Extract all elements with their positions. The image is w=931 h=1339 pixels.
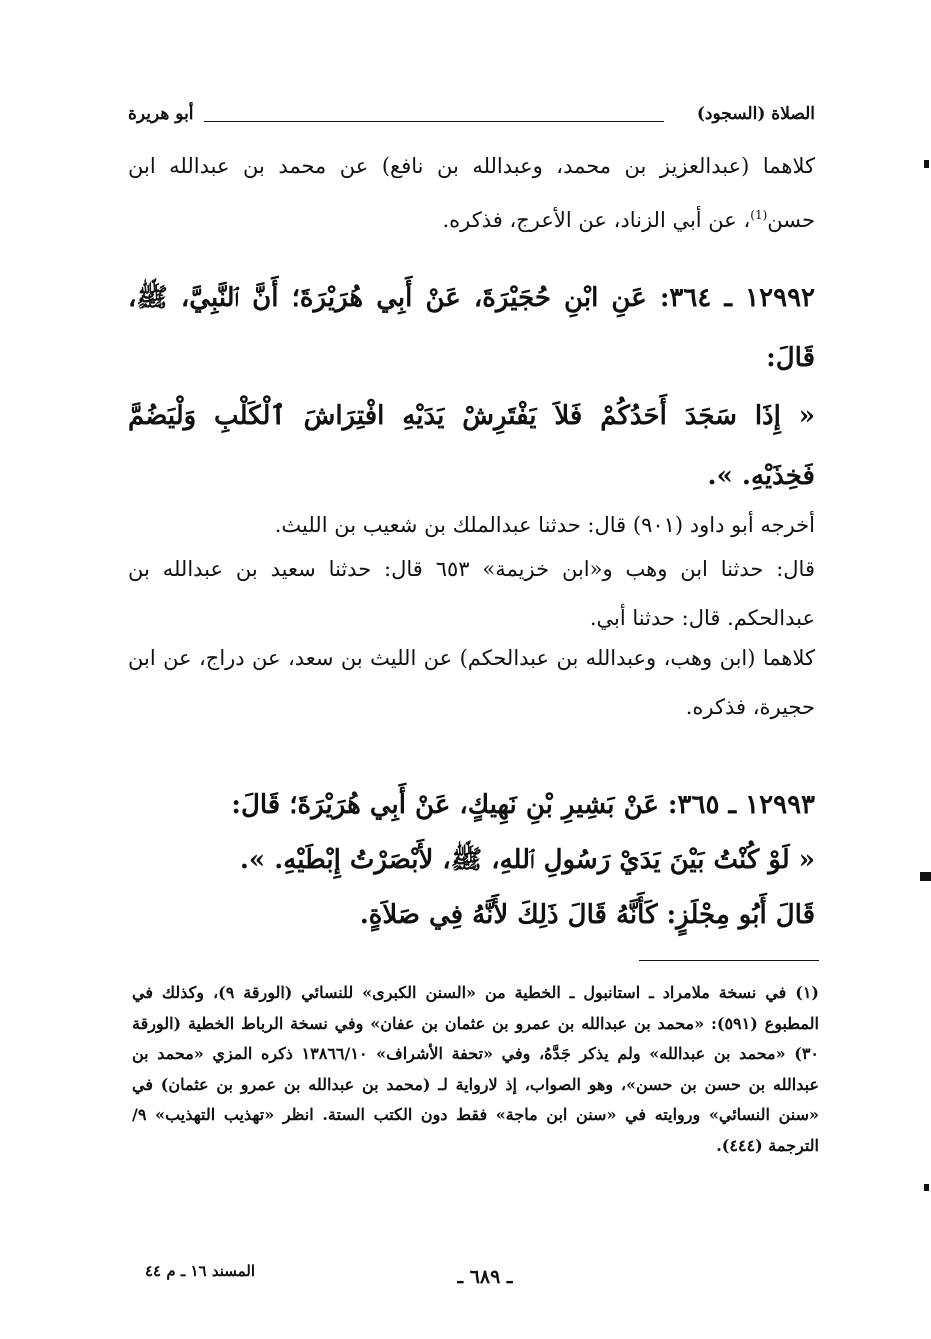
margin-mark	[924, 160, 929, 168]
footnote-1: (١) في نسخة ملامراد ـ استانبول ـ الخطية من «السنن الكبرى» للنسائي (الورقة ٩)، وكذلك في المطبوع (٥٩١): «محمد بن عبدالله بن عمرو بن عثمان بن عفان» وفي نسخة الرباط الخطية (الورقة ٣٠) «محمد بن عبدالله» ولم يذكر جَدَّهُ، وفي «تحفة الأشراف» ١٣٨٦٦/١٠ ذكره المزي «محمد بن عبدالله بن حسن بن حسن»، وهو الصواب، إذ لارواية لـ (محمد بن عبدالله بن عمرو بن عثمان) في «سنن النسائي» وروايته في «سنن ابن ماجة» فقط دون الكتب الستة. انظر «تهذيب التهذيب» ٩/الترجمة (٤٤٤).	[132, 983, 820, 1155]
signature-mark: المسند ١٦ ـ م ٤٤	[145, 1262, 256, 1280]
margin-mark	[924, 1184, 929, 1191]
hadith-12993-heading: ١٢٩٩٣ ـ ٣٦٥: عَنْ بَشِيرِ بْنِ نَهِيكٍ، عَنْ أَبِي هُرَيْرَةَ؛ قَالَ:	[231, 790, 815, 820]
footnote-rule	[639, 960, 819, 961]
running-header-narrator: أبو هريرة	[128, 104, 194, 124]
hadith-12992-text: « إِذَا سَجَدَ أَحَدُكُمْ فَلاَ يَفْتَرِشْ يَدَيْهِ افْتِرَاشَ ٱلْكَلْبِ وَلْيَضُمَّ فَخِذَيْهِ. ».	[128, 401, 815, 491]
footnote-ref: (1)	[750, 208, 768, 222]
hadith-12993-text: « لَوْ كُنْتُ بَيْنَ يَدَيْ رَسُولِ ٱللهِ، ﷺ، لأَبْصَرْتُ إِبْطَيْهِ. ».	[239, 845, 815, 875]
paragraph-text: كلاهما (عبدالعزيز بن محمد، وعبدالله بن نافع) عن محمد بن عبدالله ابن حسن	[128, 154, 815, 232]
margin-mark	[920, 872, 931, 881]
hadith-12992-heading: ١٢٩٩٢ ـ ٣٦٤: عَنِ ابْنِ حُجَيْرَةَ، عَنْ أَبِي هُرَيْرَةَ؛ أَنَّ ٱلنَّبِيَّ، ﷺ، قَالَ:	[128, 283, 815, 373]
paragraph-text: ، عن أبي الزناد، عن الأعرج، فذكره.	[442, 208, 751, 232]
paragraph-chain-2: قال: حدثنا ابن وهب و«ابن خزيمة» ٦٥٣ قال: حدثنا سعيد بن عبدالله بن عبدالحكم. قال: حدثنا أبي.	[128, 557, 815, 630]
hadith-12993-tail: قَالَ أَبُو مِجْلَزٍ: كَأَنَّهُ قَالَ ذَلِكَ لأَنَّهُ فِي صَلاَةٍ.	[359, 900, 815, 930]
page-number: ـ ٦٨٩ ـ	[457, 1266, 513, 1288]
paragraph-chain-1	[128, 142, 815, 245]
paragraph-takhrij: أخرجه أبو داود (٩٠١) قال: حدثنا عبدالملك بن شعيب بن الليث.	[274, 513, 815, 537]
running-header-chapter: الصلاة (السجود)	[696, 104, 815, 124]
header-rule	[204, 121, 664, 122]
paragraph-chain-3: كلاهما (ابن وهب، وعبدالله بن عبدالحكم) عن الليث بن سعد، عن دراج، عن ابن حجيرة، فذكره.	[128, 646, 815, 719]
